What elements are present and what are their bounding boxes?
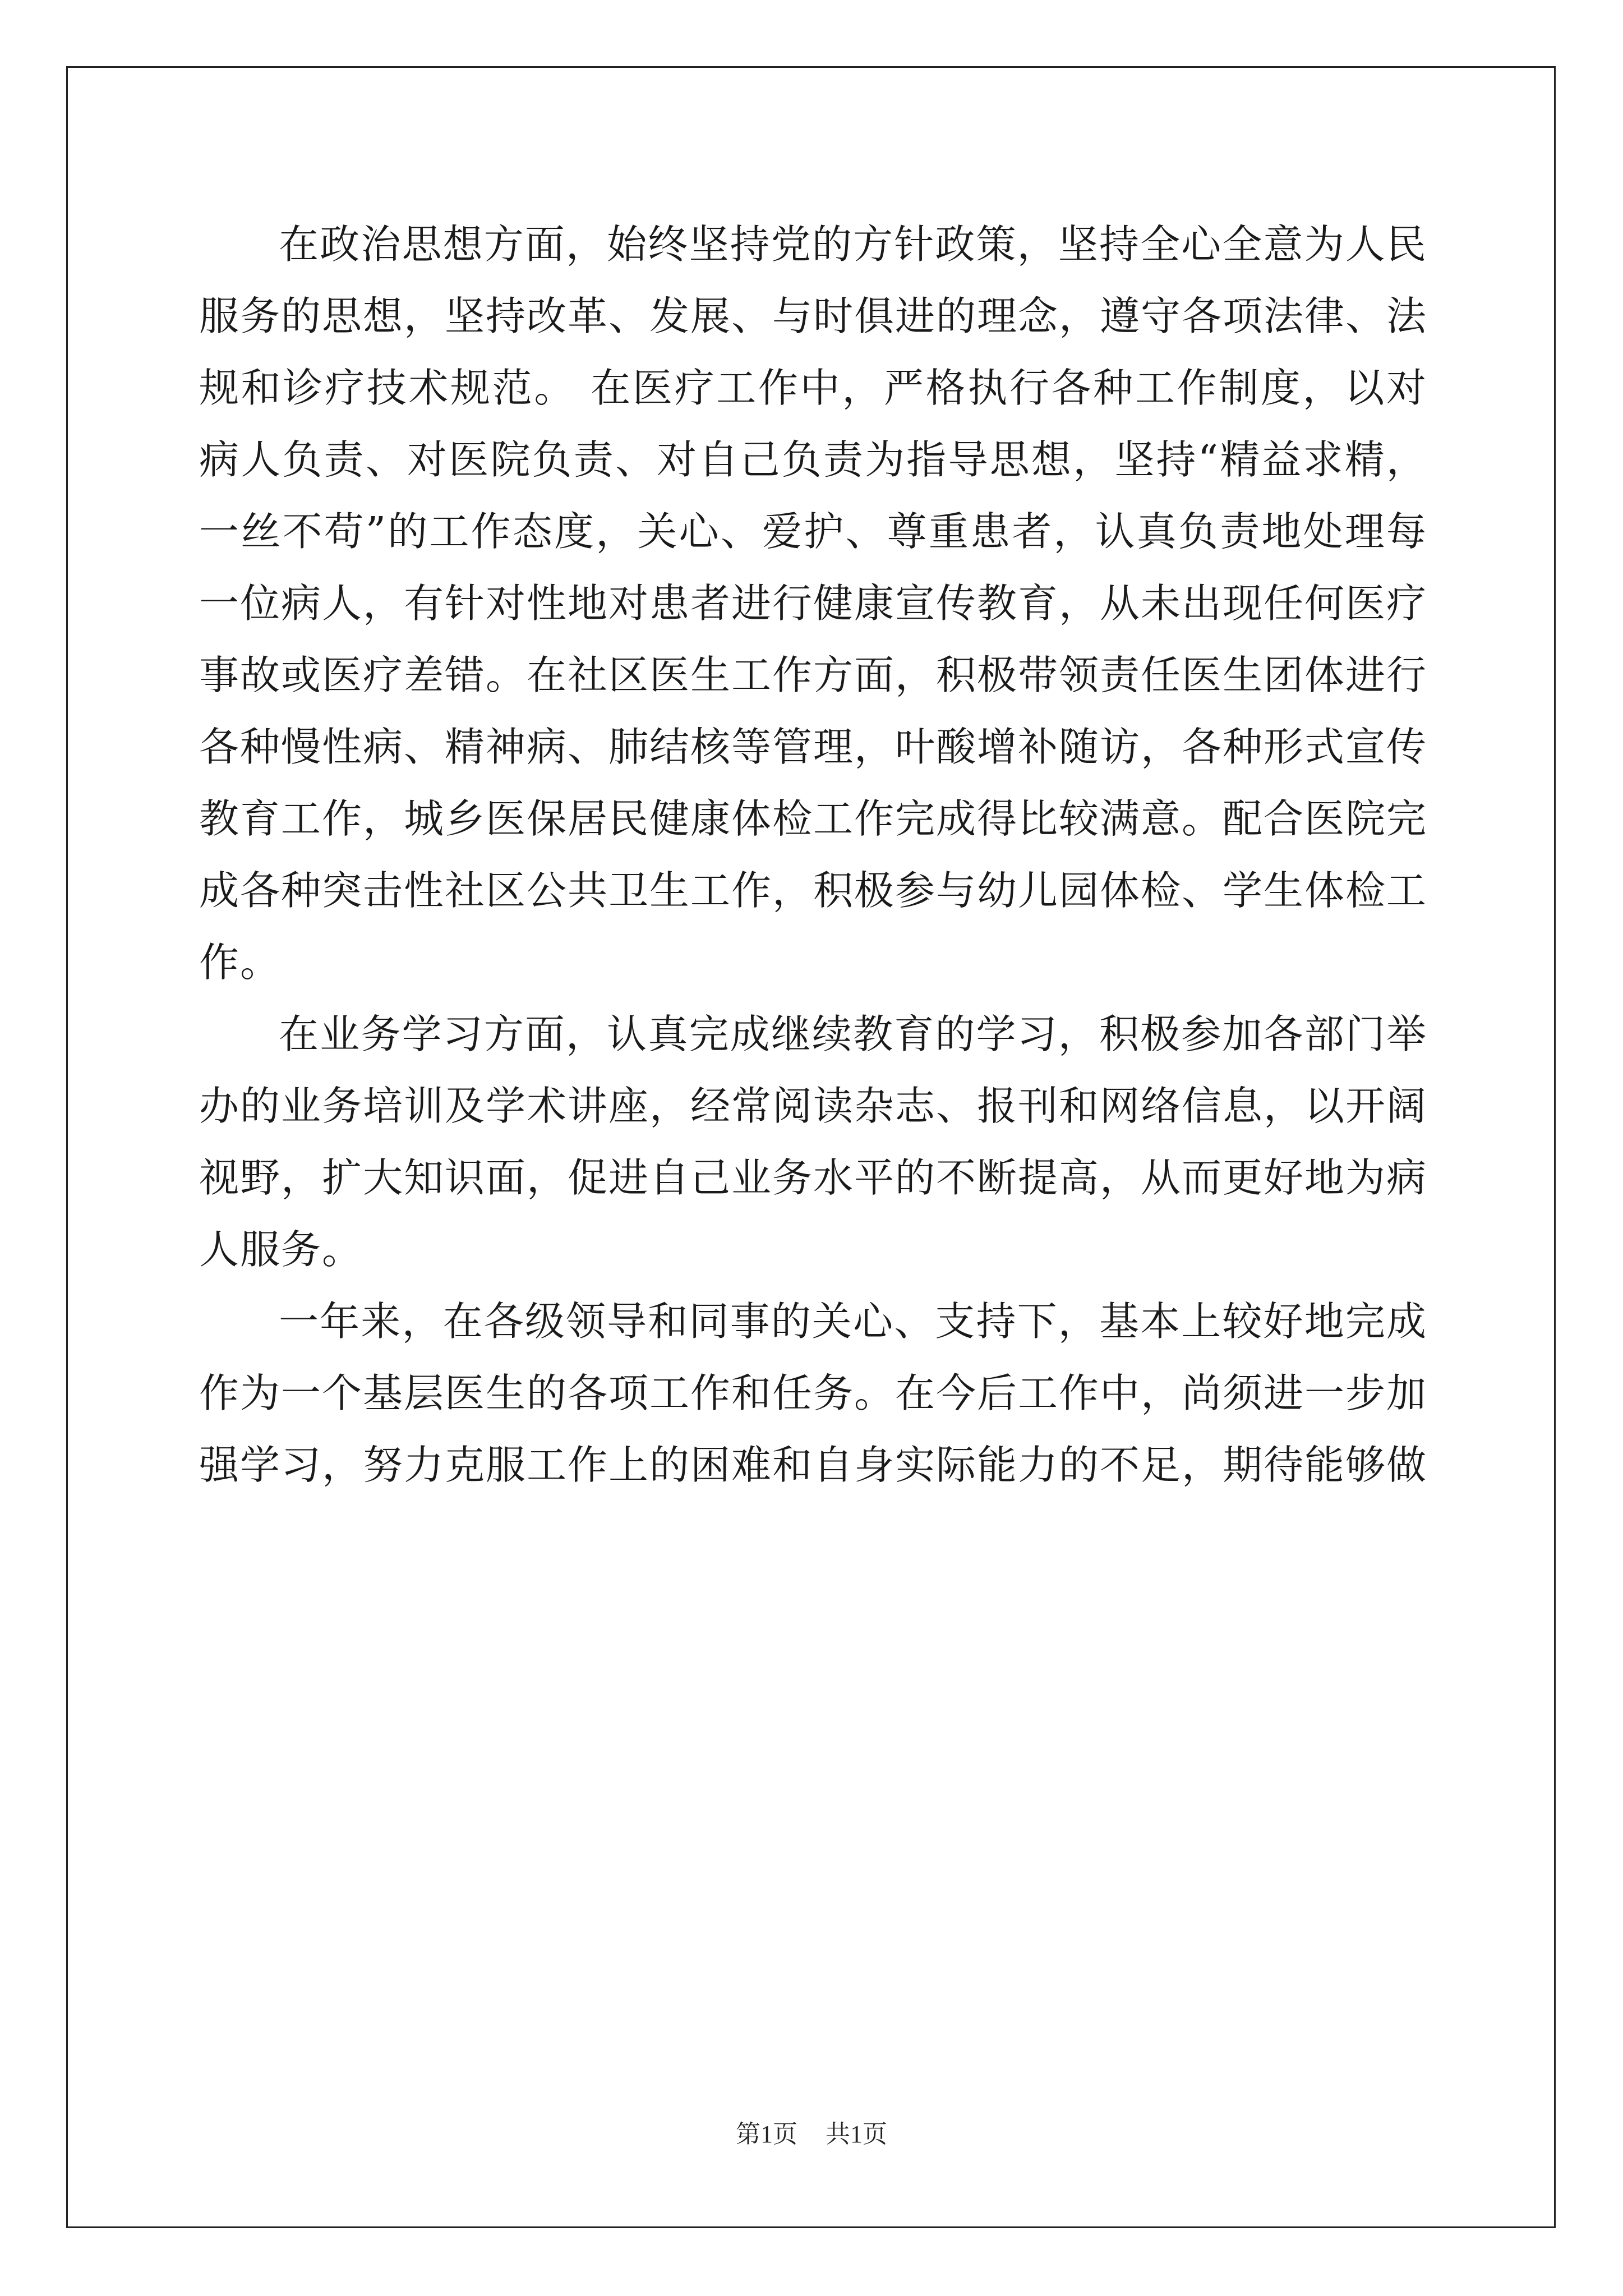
page-footer: [0, 2119, 1623, 2150]
paragraph-political-thought: 在政治思想方面，始终坚持党的方针政策，坚持全心全意为人民服务的思想，坚持改革、发展、与时俱进的理念，遵守各项法律、法规和诊疗技术规范。 在医疗工作中，严格执行各种工作制度，以对病人负责、对医院负责、对自己负责为指导思想，坚持“精益求精，一丝不苟”的工作态度，关心、爱护、尊重患者，认真负责地处理每一位病人，有针对性地对患者进行健康宣传教育，从未出现任何医疗事故或医疗差错。在社区医生工作方面，积极带领责任医生团体进行各种慢性病、精神病、肺结核等管理，叶酸增补随访，各种形式宣传教育工作，城乡医保居民健康体检工作完成得比较满意。配合医院完成各种突击性社区公共卫生工作，积极参与幼儿园体检、学生体检工作。: [199, 221, 1428, 986]
page-number-current: 第1页: [736, 2120, 797, 2148]
document-body: [199, 209, 1427, 1501]
paragraph-year-summary: 一年来，在各级领导和同事的关心、支持下，基本上较好地完成作为一个基层医生的各项工作和任务。在今后工作中，尚须进一步加强学习，努力克服工作上的困难和自身实际能力的不足，期待能够做: [199, 1298, 1428, 1488]
paragraph-professional-study: 在业务学习方面，认真完成继续教育的学习，积极参加各部门举办的业务培训及学术讲座，经常阅读杂志、报刊和网络信息，以开阔视野，扩大知识面，促进自己业务水平的不断提高，从而更好地为病人服务。: [199, 1011, 1428, 1273]
page-number-total: 共1页: [826, 2120, 887, 2148]
